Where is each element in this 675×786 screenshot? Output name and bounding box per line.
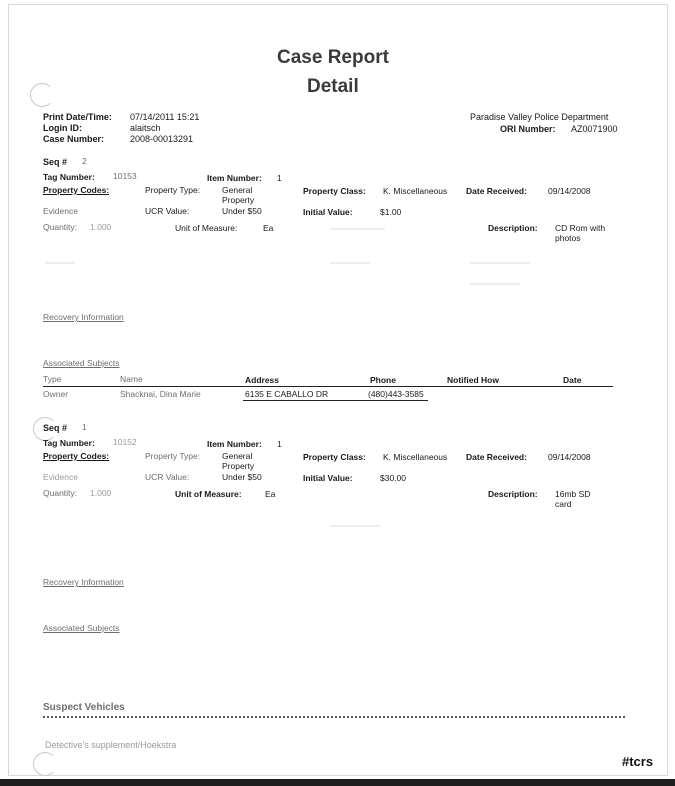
suspect-vehicles-heading: Suspect Vehicles: [43, 702, 125, 713]
login-id-label: Login ID:: [43, 123, 82, 133]
case-number-label: Case Number:: [43, 134, 105, 144]
watermark: #tcrs: [622, 754, 654, 769]
table-row-rule: [243, 400, 428, 401]
table-header-rule: [43, 386, 613, 387]
subject-name: Shacknai, Dina Marie: [120, 389, 201, 399]
tag-number-label: Tag Number:: [43, 438, 95, 448]
bottom-bar: [0, 779, 675, 786]
report-subtitle: Detail: [307, 76, 359, 97]
unit-of-measure-value: Ea: [265, 489, 276, 499]
ucr-value-label: UCR Value:: [145, 472, 190, 482]
date-received-value: 09/14/2008: [548, 186, 591, 196]
scan-artifact: [330, 262, 370, 264]
tag-number-label: Tag Number:: [43, 172, 95, 182]
quantity-value: 1.000: [90, 222, 112, 232]
associated-subjects-heading: Associated Subjects: [43, 623, 120, 633]
login-id-value: alaitsch: [130, 123, 161, 133]
property-codes-label: Property Codes:: [43, 185, 110, 195]
date-received-value: 09/14/2008: [548, 452, 591, 462]
property-code-value: Evidence: [43, 472, 78, 482]
property-type-label: Property Type:: [145, 451, 201, 461]
property-class-label: Property Class:: [303, 186, 366, 196]
property-type-value: General: [222, 451, 253, 461]
ori-number-value: AZ0071900: [571, 124, 618, 134]
unit-of-measure-label: Unit of Measure:: [175, 223, 238, 233]
seq-value: 2: [82, 156, 87, 166]
property-type-value: Property: [222, 461, 255, 471]
unit-of-measure-value: Ea: [263, 223, 274, 233]
property-type-label: Property Type:: [145, 185, 201, 195]
subject-phone: (480)443-3585: [368, 389, 424, 399]
property-class-value: K. Miscellaneous: [383, 452, 448, 462]
description-value: 16mb SD: [555, 489, 591, 499]
description-label: Description:: [488, 223, 538, 233]
initial-value: $30.00: [380, 473, 406, 483]
report-title: Case Report: [277, 47, 389, 68]
item-number-value: 1: [277, 439, 282, 449]
description-label: Description:: [488, 489, 538, 499]
property-class-label: Property Class:: [303, 452, 366, 462]
ucr-value: Under $50: [222, 206, 262, 216]
seq-label: Seq #: [43, 423, 68, 433]
subject-type: Owner: [43, 389, 69, 399]
section-rule: [43, 716, 625, 718]
date-received-label: Date Received:: [466, 186, 527, 196]
property-codes-label: Property Codes:: [43, 451, 110, 461]
item-number-label: Item Number:: [207, 173, 262, 183]
seq-label: Seq #: [43, 157, 68, 167]
col-header-notified-how: Notified How: [447, 375, 499, 385]
property-type-value: General: [222, 185, 253, 195]
tag-number-value: 10153: [113, 171, 137, 181]
initial-value: $1.00: [380, 207, 402, 217]
department-name: Paradise Valley Police Department: [470, 112, 609, 122]
ori-number-label: ORI Number:: [500, 124, 556, 134]
ucr-value-label: UCR Value:: [145, 206, 190, 216]
tag-number-value: 10152: [113, 437, 137, 447]
scan-artifact: [45, 262, 75, 264]
unit-of-measure-label: Unit of Measure:: [175, 489, 242, 499]
col-header-type: Type: [43, 374, 62, 384]
print-datetime-label: Print Date/Time:: [43, 112, 112, 122]
property-class-value: K. Miscellaneous: [383, 186, 448, 196]
initial-value-label: Initial Value:: [303, 473, 353, 483]
quantity-value: 1.000: [90, 488, 112, 498]
scan-artifact: [470, 262, 530, 264]
item-number-label: Item Number:: [207, 439, 262, 449]
col-header-phone: Phone: [370, 375, 396, 385]
description-value: CD Rom with: [555, 223, 606, 233]
detective-supplement-heading: Detective's supplement/Hoekstra: [45, 740, 177, 750]
recovery-information-heading: Recovery Information: [43, 577, 124, 587]
ucr-value: Under $50: [222, 472, 262, 482]
scan-artifact: [330, 525, 380, 527]
col-header-date: Date: [563, 375, 582, 385]
case-number-value: 2008-00013291: [130, 134, 194, 144]
col-header-name: Name: [120, 374, 143, 384]
description-value: card: [555, 499, 572, 509]
seq-value: 1: [82, 422, 87, 432]
quantity-label: Quantity:: [43, 488, 78, 498]
property-code-value: Evidence: [43, 206, 78, 216]
initial-value-label: Initial Value:: [303, 207, 353, 217]
item-number-value: 1: [277, 173, 282, 183]
quantity-label: Quantity:: [43, 222, 78, 232]
associated-subjects-heading: Associated Subjects: [43, 358, 120, 368]
subject-address: 6135 E CABALLO DR: [245, 389, 329, 399]
description-value: photos: [555, 233, 581, 243]
scan-artifact: [470, 283, 520, 285]
date-received-label: Date Received:: [466, 452, 527, 462]
recovery-information-heading: Recovery Information: [43, 312, 124, 322]
col-header-address: Address: [245, 375, 280, 385]
print-datetime-value: 07/14/2011 15:21: [130, 112, 200, 122]
scan-artifact: [330, 228, 385, 230]
punch-hole-top: [30, 83, 54, 107]
property-type-value: Property: [222, 195, 255, 205]
punch-hole-bottom: [33, 752, 57, 776]
